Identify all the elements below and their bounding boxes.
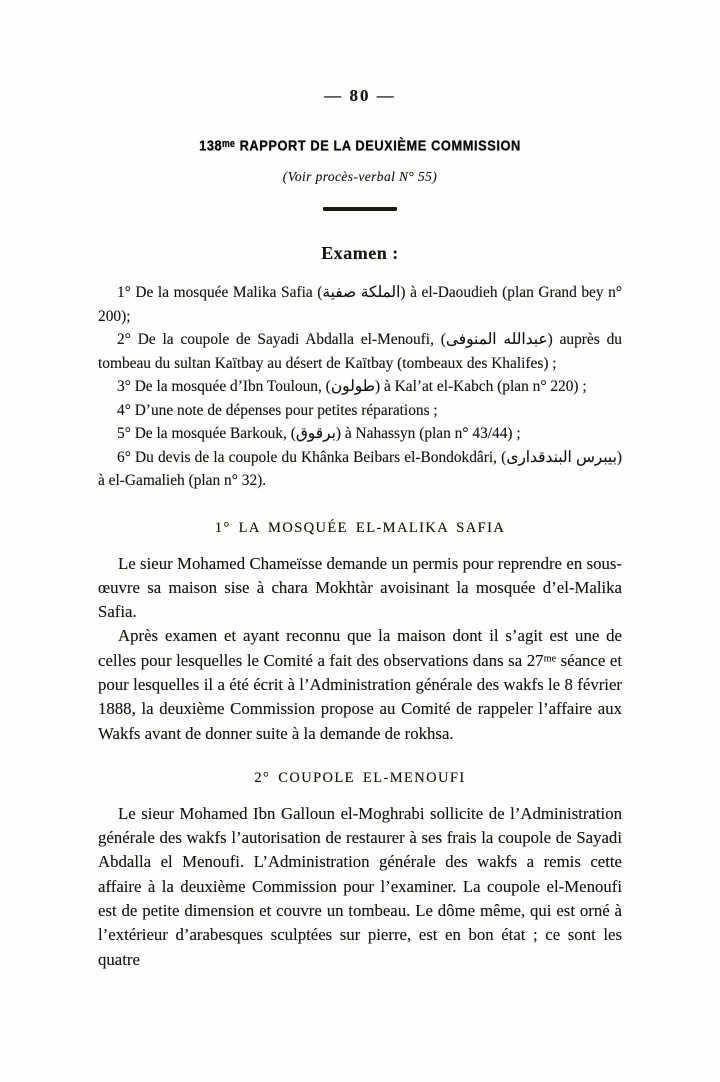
examen-list <box>98 281 622 493</box>
paragraph-coupole-menoufi-1: Le sieur Mohamed Ibn Galloun el-Moghrabi sollicite de l’Administration générale des wakfs l’autorisation de restaurer à ses frais la coupole de Sayadi Abdalla el Menoufi. L’Administration générale des wakfs a remis cette affaire à la deuxième Commission pour l’examiner. La coupole el-Menoufi est de petite dimension et couvre un tombeau. Le dôme même, qui est orné à l’extérieur d’arabesques sculptées sur pierre, est en bon état ; ce sont les quatre <box>98 803 622 969</box>
report-subheading: (Voir procès-verbal N° 55) <box>282 169 438 184</box>
examen-item-6: 6° Du devis de la coupole du Khânka Beibars el-Bondokdâri, (بيبرس البندقدارى) à el-Gamalieh (plan n° 32). <box>98 448 622 489</box>
examen-title: Examen : <box>321 243 399 263</box>
page-number: — 80 — <box>324 86 396 105</box>
section-heading-coupole-menoufi: 2° COUPOLE EL-MENOUFI <box>254 769 466 786</box>
report-heading: 138ᵐᵉ RAPPORT DE LA DEUXIÈME COMMISSION <box>199 137 521 154</box>
section-divider <box>323 207 397 211</box>
examen-item-3: 3° De la mosquée d’Ibn Touloun, (طولون) à Kal’at el-Kabch (plan n° 220) ; <box>117 378 587 395</box>
paragraph-malika-safia-2: Après examen et ayant reconnu que la maison dont il s’agit est une de celles pour lesquelles le Comité a fait des observations dans sa 27ᵐᵉ séance et pour lesquelles il a été écrit à l’Administration générale des wakfs le 8 février 1888, la deuxième Commission propose au Comité de rappeler l’affaire aux Wakfs avant de donner suite à la demande de rokhsa. <box>98 626 622 743</box>
examen-item-2: 2° De la coupole de Sayadi Abdalla el-Menoufi, (عبدالله المنوفى) auprès du tombeau du sultan Kaïtbay au désert de Kaïtbay (tombeaux des Khalifes) ; <box>98 331 622 372</box>
examen-item-5: 5° De la mosquée Barkouk, (برقوق) à Nahassyn (plan n° 43/44) ; <box>117 425 521 442</box>
examen-item-4: 4° D’une note de dépenses pour petites réparations ; <box>117 401 438 419</box>
section-heading-malika-safia: 1° LA MOSQUÉE EL-MALIKA SAFIA <box>214 519 506 536</box>
paragraph-malika-safia-1: Le sieur Mohamed Chameïsse demande un permis pour reprendre en sous-œuvre sa maison sise à chara Mokhtàr avoisinant la mosquée d’el-Malika Safia. <box>98 553 622 622</box>
examen-item-1: 1° De la mosquée Malika Safia (الملكة صفية) à el-Daoudieh (plan Grand bey n° 200); <box>98 284 622 325</box>
